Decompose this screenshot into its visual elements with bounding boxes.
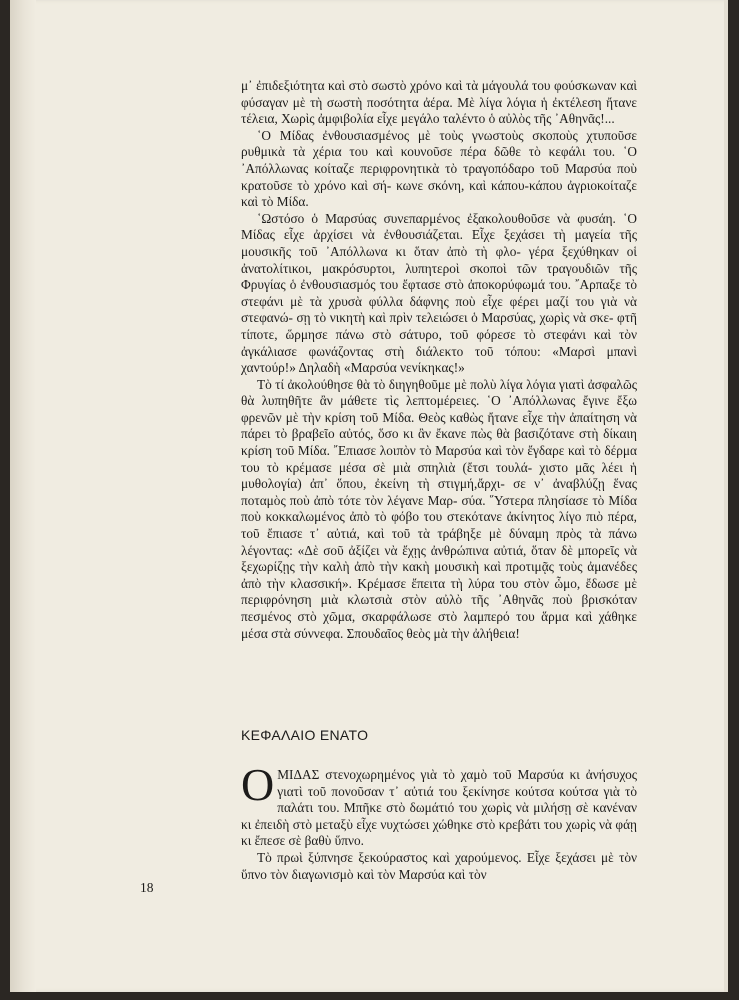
drop-cap-letter: Ο [241,759,275,810]
page-edge [724,0,728,992]
paragraph-continuation: μ᾽ ἐπιδεξιότητα καὶ στὸ σωστὸ χρόνο καὶ τὰ μάγουλά του φούσκωναν καὶ φύσαγαν μὲ τὴ σωστὴ ποσότητα ἀέρα. Μὲ λίγα λόγια ἡ ἐκτέλεση ἤτανε τέλεια, Χωρὶς ἀμφιβολία εἶχε μεγάλο ταλέντο ὁ αὐλὸς τῆς ᾿Αθηνᾶς!... [241,78,637,127]
chapter-first-paragraph [241,759,637,850]
paragraph-apollo-punishment: Τὸ τί ἀκολούθησε θὰ τὸ διηγηθοῦμε μὲ πολὺ λίγα λόγια γιατὶ ἀσφαλῶς θὰ λυπηθῆτε ἂν μάθετε τὶς λεπτομέρειες. ῾Ο ᾿Απόλλωνας ἔγινε ἔξω φρενῶν μὲ τὴν κρίση τοῦ Μίδα. Θεὸς καθὼς ἤτανε εἶχε τὴν ἀπαίτηση νὰ πάρει τὸ βραβεῖο αὐτός, ὅσο κι ἂν ἔκανε πὼς θὰ βασιζότανε στὴ δίκαιη κρίση τοῦ Μίδα. ῎Επιασε λοιπὸν τὸ Μαρσύα καὶ τὸν ἔγδαρε καὶ τὸ δέρμα του τὸ κρέμασε μέσα σὲ μιὰ σπηλιὰ (ἔτσι τουλά- χιστο μᾶς λέει ἡ μυθολογία) ἀπ᾽ ὅπου, ἐκείνη τὴ στιγμή,ἄρχι- σε ν᾽ ἀναβλύζῃ ἕνας ποταμὸς ποὺ ἀπὸ τότε τὸν λέγανε Μαρ- σύα. ῞Υστερα πλησίασε τὸ Μίδα ποὺ κοκκαλωμένος ἀπὸ τὸ φόβο του στεκότανε ἀκίνητος λίγο πιὸ πέρα, τοῦ ἔπιασε τ᾽ αὐτιά, καὶ τοῦ τὰ τράβηξε μὲ δύναμη πρὸς τὰ πάνω λέγοντας: «Δὲ σοῦ ἀξίζει νὰ ἔχῃς ἀνθρώπινα αὐτιά, ὅταν δὲ μπορεῖς νὰ ξεχωρίζῃς τὴν καλὴ ἀπὸ τὴν κακὴ μουσικὴ καὶ προτιμᾷς τοὺς ἀμανέδες ἀπὸ τὴν κλασσική». Κρέμασε ἔπειτα τὴ λύρα του στὸν ὦμο, ἔδωσε μὲ περιφρόνηση μιὰ κλωτσιὰ στὸν αὐλὸ τῆς ᾿Αθηνᾶς ποὺ βρισκόταν πεσμένος στὸ χῶμα, σκαρφάλωσε στὸ λαμπερό του ἅρμα καὶ χάθηκε μέσα στὰ σύννεφα. Σπουδαῖος θεὸς μὰ τὴν ἀλήθεια! [241,376,637,641]
page-number: 18 [140,880,154,895]
paragraph-marsyas-playing: ῾Ωστόσο ὁ Μαρσύας συνεπαρμένος ἐξακολουθοῦσε νὰ φυσάη. ῾Ο Μίδας εἶχε ἀρχίσει νὰ ἐνθουσιάζεται. Εἶχε ξεχάσει τὴ μαγεία τῆς μουσικῆς τοῦ ᾿Απόλλωνα κι ὅταν ἀπὸ τὴ φλο- γέρα ξεχύθηκαν οἱ ἀνατολίτικοι, μακρόσυρτοι, λυπητεροὶ σκοποὶ τῶν τραγουδιῶν τῆς Φρυγίας ὁ ἐνθουσιασμός του ἔφτασε στὸ ἀποκορύφωμά του. ῎Αρπαξε τὸ στεφάνι μὲ τὰ χρυσὰ φύλλα δάφνης ποὺ εἶχε φέρει μαζί του γιὰ νὰ στεφανώ- σῃ τὸ νικητὴ καὶ πρὶν τελειώσει ὁ Μαρσύας, χωρὶς νὰ σκε- φτῆ τίποτε, ὥρμησε πάνω στὸ σάτυρο, τοῦ φόρεσε τὸ στεφάνι καὶ τὸν ἀγκάλιασε φωνάζοντας στὴ διάλεκτο τοῦ τόπου: «Μαρσὶ μπανὶ χαντούρ!» Δηλαδὴ «Μαρσύα νενίκηκας!» [241,210,637,376]
chapter-second-paragraph: Τὸ πρωὶ ξύπνησε ξεκούραστος καὶ χαρούμενος. Εἶχε ξεχάσει μὲ τὸν ὕπνο τὸν διαγωνισμὸ καὶ τὸν Μαρσύα καὶ τὸν [241,849,637,882]
chapter-first-paragraph-text: ΜΙΔΑΣ στενοχωρημένος γιὰ τὸ χαμὸ τοῦ Μαρσύα κι ἀνήσυχος γιατὶ τοῦ πονοῦσαν τ᾽ αὐτιά του ξεκίνησε κούτσα κούτσα γιὰ τὸ παλάτι του. Μπῆκε στὸ δωμάτιό του χωρὶς νὰ μιλήσῃ σὲ κανέναν κι ἐπειδὴ στὸ μεταξὺ εἶχε νυχτώσει χώθηκε στὸ κρεβάτι του χωρὶς νὰ φάῃ κι ἔπεσε σὲ βαθὺ ὕπνο. [241,767,637,849]
chapter-text-block [241,759,637,883]
story-text-block [241,78,637,642]
paragraph-midas-rhythm: ῾Ο Μίδας ἐνθουσιασμένος μὲ τοὺς γνωστοὺς σκοποὺς χτυποῦσε ρυθμικὰ τὰ χέρια του καὶ κουνοῦσε πέρα δῶθε τὸ κεφάλι του. ῾Ο ᾿Απόλλωνας κοίταζε περιφρονητικὰ τὸ τραγοπόδαρο τοῦ Μαρσύα ποὺ κρατοῦσε τὸ χρόνο καὶ σή- κωνε σκόνη, καὶ κάπου-κάπου ἀγριοκοίταζε καὶ τὸ Μίδα. [241,127,637,210]
page-gutter [10,0,36,992]
chapter-heading: ΚΕΦΑΛΑΙΟ ΕΝΑΤΟ [241,727,369,743]
